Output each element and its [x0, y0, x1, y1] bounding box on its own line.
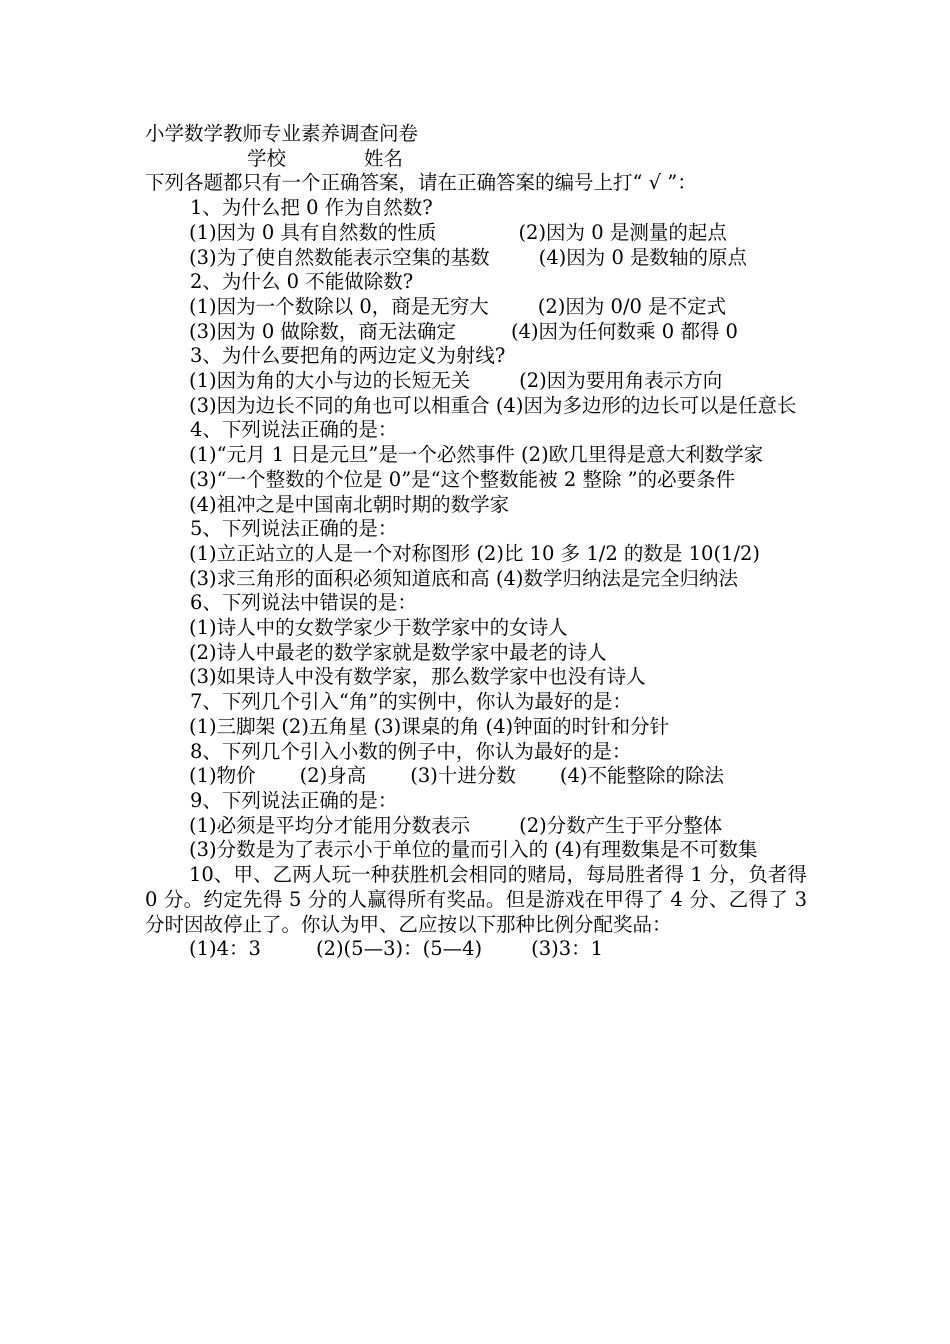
q1-options-row-1	[145, 221, 807, 246]
question-2: 2、为什么 0 不能做除数?	[190, 270, 414, 294]
q4-option-4[interactable]: (4)祖冲之是中国南北朝时期的数学家	[189, 492, 510, 516]
q5-options-3-4[interactable]: (3)求三角形的面积必须知道底和高 (4)数学归纳法是完全归纳法	[189, 566, 738, 590]
q2-option-1[interactable]: (1)因为一个数除以 0，商是无穷大	[189, 294, 489, 318]
question-4: 4、下列说法正确的是：	[190, 418, 398, 442]
q10-option-1[interactable]: (1)4：3	[189, 937, 261, 961]
q9-option-2[interactable]: (2)分数产生于平分整体	[519, 813, 723, 837]
name-label: 姓名	[364, 146, 404, 170]
q9-options-3-4[interactable]: (3)分数是为了表示小于单位的量而引入的 (4)有理数集是不可数集	[189, 838, 758, 862]
q5-options-1-2[interactable]: (1)立正站立的人是一个对称图形 (2)比 10 多 1/2 的数是 10(1/2)	[189, 541, 761, 565]
q9-options-row-1	[145, 814, 807, 839]
question-1: 1、为什么把 0 作为自然数?	[190, 196, 433, 220]
q4-option-3[interactable]: (3)“一个整数的个位是 0”是“这个整数能被 2 整除 ”的必要条件	[189, 467, 736, 491]
q10-option-3[interactable]: (3)3：1	[531, 937, 604, 961]
question-10: 10、甲、乙两人玩一种获胜机会相同的赌局，每局胜者得 1 分，负者得 0 分。约定先得 5 分的人赢得所有奖品。但是游戏在甲得了 4 分、乙得了 3 分时因故停止了。你认为甲、乙应按以下那种比例分配奖品：	[145, 863, 807, 936]
q8-option-1[interactable]: (1)物价	[189, 764, 256, 788]
instruction: 下列各题都只有一个正确答案，请在正确答案的编号上打“ √ ”：	[145, 171, 697, 195]
q3-option-2[interactable]: (2)因为要用角表示方向	[519, 369, 723, 393]
question-8: 8、下列几个引入小数的例子中，你认为最好的是：	[190, 739, 632, 763]
questionnaire-page	[145, 122, 807, 962]
q3-options-row-1	[145, 369, 807, 394]
q8-option-2[interactable]: (2)身高	[299, 764, 367, 788]
page-title: 小学数学教师专业素养调查问卷	[145, 122, 419, 145]
school-label: 学校	[247, 146, 287, 170]
q10-options-row	[145, 937, 807, 962]
q4-options-1-2[interactable]: (1)“元月 1 日是元旦”是一个必然事件 (2)欧几里得是意大利数学家	[189, 443, 764, 467]
q6-option-2[interactable]: (2)诗人中最老的数学家就是数学家中最老的诗人	[189, 640, 607, 664]
q2-option-4[interactable]: (4)因为任何数乘 0 都得 0	[510, 319, 738, 343]
question-6: 6、下列说法中错误的是：	[190, 591, 417, 615]
q6-option-1[interactable]: (1)诗人中的女数学家少于数学家中的女诗人	[189, 616, 568, 640]
q8-option-3[interactable]: (3)十进分数	[410, 764, 516, 788]
question-7: 7、下列几个引入“角”的实例中，你认为最好的是：	[190, 690, 632, 714]
q1-option-4[interactable]: (4)因为 0 是数轴的原点	[538, 245, 748, 269]
q7-options[interactable]: (1)三脚架 (2)五角星 (3)课桌的角 (4)钟面的时针和分针	[189, 714, 670, 738]
q2-options-row-1	[145, 295, 807, 320]
q8-options-row	[145, 764, 807, 789]
q1-option-1[interactable]: (1)因为 0 具有自然数的性质	[189, 220, 437, 244]
q9-option-1[interactable]: (1)必须是平均分才能用分数表示	[189, 813, 471, 837]
question-5: 5、下列说法正确的是：	[190, 517, 398, 541]
q2-options-row-2	[145, 320, 807, 345]
q6-option-3[interactable]: (3)如果诗人中没有数学家，那么数学家中也没有诗人	[189, 665, 646, 689]
q10-option-2[interactable]: (2)(5—3)：(5—4)	[315, 937, 483, 961]
respondent-info	[145, 147, 807, 172]
q1-option-3[interactable]: (3)为了使自然数能表示空集的基数	[189, 245, 490, 269]
q1-options-row-2	[145, 246, 807, 271]
q2-option-2[interactable]: (2)因为 0/0 是不定式	[537, 294, 727, 318]
q3-options-3-4[interactable]: (3)因为边长不同的角也可以相重合 (4)因为多边形的边长可以是任意长	[189, 393, 797, 417]
q3-option-1[interactable]: (1)因为角的大小与边的长短无关	[189, 369, 471, 393]
question-9: 9、下列说法正确的是：	[190, 788, 398, 812]
question-3: 3、为什么要把角的两边定义为射线?	[190, 344, 506, 368]
q8-option-4[interactable]: (4)不能整除的除法	[559, 764, 724, 788]
q1-option-2[interactable]: (2)因为 0 是测量的起点	[518, 220, 727, 244]
q2-option-3[interactable]: (3)因为 0 做除数，商无法确定	[189, 319, 456, 343]
